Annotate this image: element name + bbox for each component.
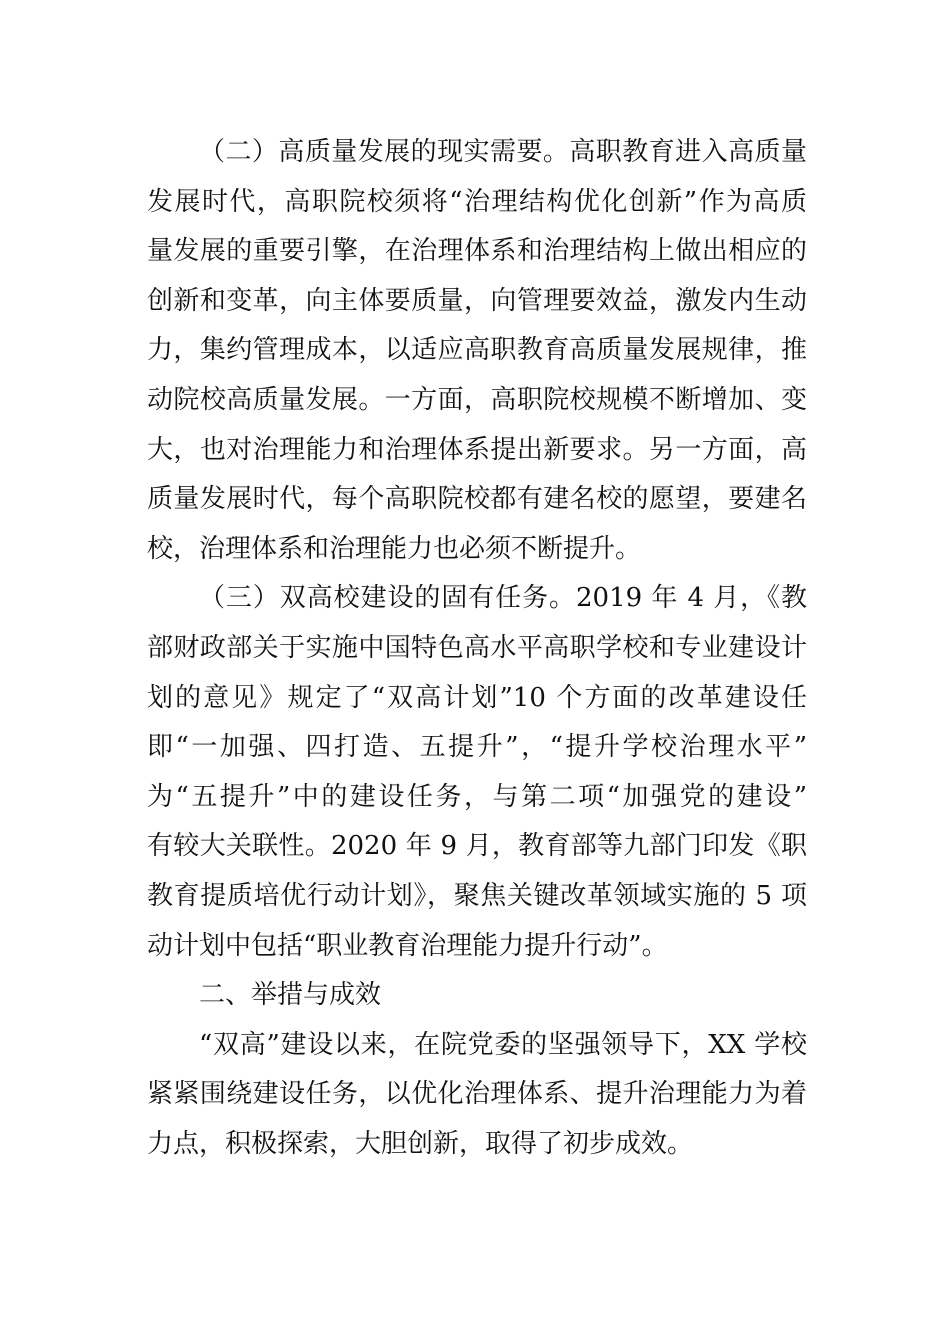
paragraph-line: 动计划中包括“职业教育治理能力提升行动”。 <box>147 930 668 961</box>
paragraph-line: 为“五提升”中的建设任务，与第二项“加强党的建设” <box>147 781 807 812</box>
paragraph-line: 量发展的重要引擎，在治理体系和治理结构上做出相应的 <box>147 236 807 267</box>
paragraph-line: 力点，积极探索，大胆创新，取得了初步成效。 <box>147 1128 694 1159</box>
paragraph-line: 力，集约管理成本，以适应高职教育高质量发展规律，推 <box>147 335 807 366</box>
paragraph-line: 创新和变革，向主体要质量，向管理要效益，激发内生动 <box>147 285 807 316</box>
paragraph-line: 即“一加强、四打造、五提升”，“提升学校治理水平” <box>147 732 807 763</box>
paragraph-line: 动院校高质量发展。一方面，高职院校规模不断增加、变 <box>147 384 807 415</box>
paragraph-line: 校，治理体系和治理能力也必须不断提升。 <box>147 533 642 564</box>
paragraph-line: 划的意见》规定了“双高计划”10 个方面的改革建设任 <box>147 682 807 713</box>
paragraph-line: 部财政部关于实施中国特色高水平高职学校和专业建设计 <box>147 632 807 663</box>
document-body <box>147 128 807 1169</box>
paragraph-line: 教育提质培优行动计划》，聚焦关键改革领域实施的 5 项 <box>147 880 807 911</box>
paragraph-line: （三）双高校建设的固有任务。2019 年 4 月，《教 <box>199 583 807 614</box>
paragraph-line: 有较大关联性。2020 年 9 月，教育部等九部门印发《职 <box>147 831 807 862</box>
paragraph-line: （二）高质量发展的现实需要。高职教育进入高质量 <box>199 137 807 167</box>
paragraph-line: “双高”建设以来，在院党委的坚强领导下，XX 学校 <box>199 1029 807 1060</box>
paragraph-line: 紧紧围绕建设任务，以优化治理体系、提升治理能力为着 <box>147 1079 807 1110</box>
section-heading: 二、举措与成效 <box>199 980 382 1011</box>
paragraph-line: 大，也对治理能力和治理体系提出新要求。另一方面，高 <box>147 434 807 465</box>
paragraph-line: 质量发展时代，每个高职院校都有建名校的愿望，要建名 <box>147 484 807 515</box>
paragraph-line: 发展时代，高职院校须将“治理结构优化创新”作为高质 <box>147 186 807 217</box>
